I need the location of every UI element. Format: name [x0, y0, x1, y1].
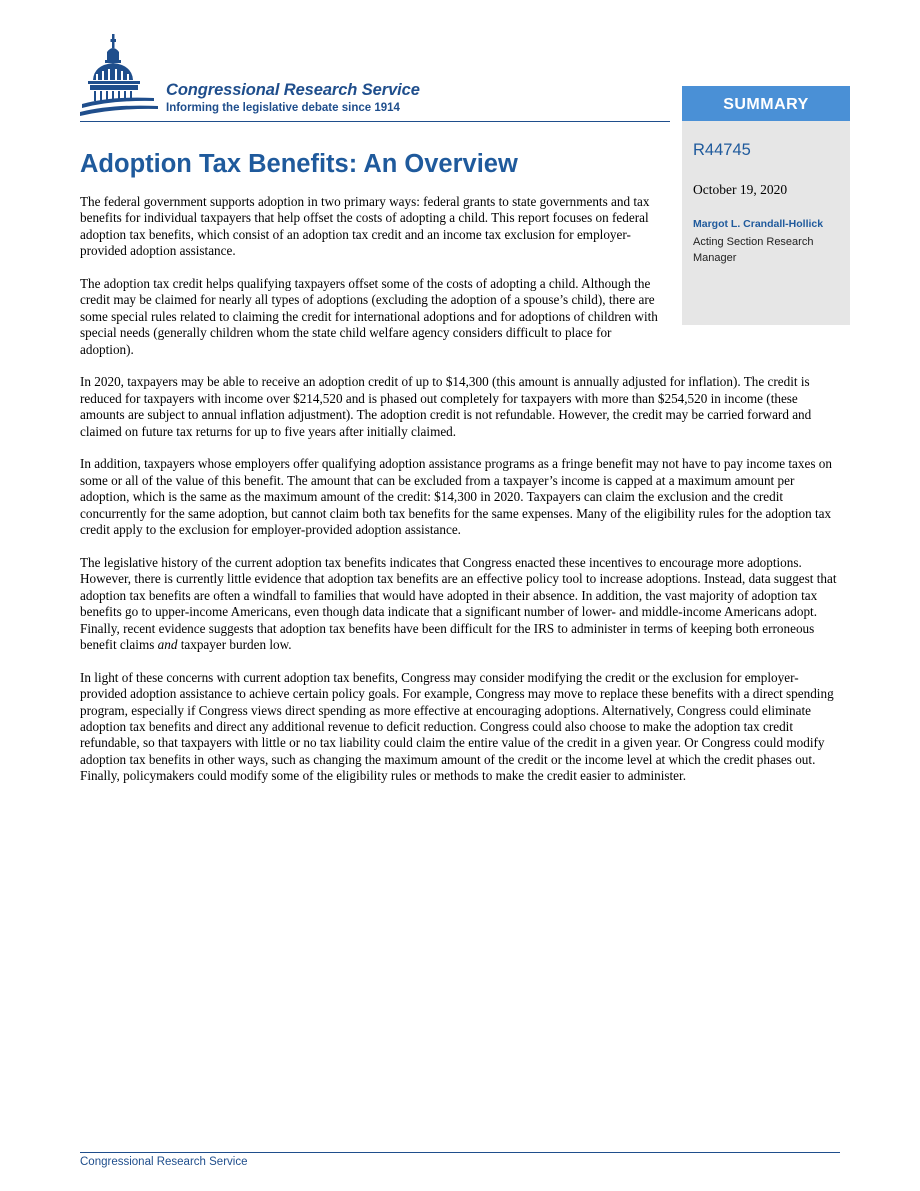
author-title: Acting Section Research Manager [693, 236, 814, 264]
paragraph-policy-options: In light of these concerns with current adoption tax benefits, Congress may consider modifying the credit or the exclusion for employer-provided adoption assistance to achieve certain policy goals. For example, Congress may move to replace these benefits with a direct spending program, especially if Congress views direct spending as more effective at encouraging adoptions. Alternatively, Congress could eliminate adoption tax benefits and direct any additional revenue to deficit reduction. Congress could also choose to make the adoption tax credit refundable, so that taxpayers with little or no tax liability could claim the entire value of the credit in a given year. Or Congress could modify adoption tax benefits in other ways, such as changing the maximum amount of the credit or the income level at which the credit phases out. Finally, policymakers could modify some of the eligibility rules or methods to make the credit easier to administer. [80, 669, 834, 784]
org-name: Congressional Research Service [166, 81, 420, 99]
author-name: Margot L. Crandall-Hollick [693, 218, 824, 230]
paragraph-text: taxpayer burden low. [177, 636, 292, 652]
org-tagline: Informing the legislative debate since 1914 [166, 102, 400, 114]
paragraph-credit-amounts: In 2020, taxpayers may be able to receive an adoption credit of up to $14,300 (this amount is annually adjusted for inflation). The credit is reduced for taxpayers with income over $214,520 and is phased out completely for taxpayers with more than $254,520 in income (these amounts are subject to annual inflation adjustment). The adoption credit is not refundable. However, the credit may be carried forward and claimed on future tax returns for up to five years after initially claimed. [80, 374, 812, 439]
paragraph-legislative-history [80, 555, 840, 653]
paragraph-adoption-credit: The adoption tax credit helps qualifying taxpayers offset some of the costs of adopting a child. Although the credit may be claimed for nearly all types of adoptions (excluding the adoption of a spouse’s child), there are some special rules related to claiming the credit for international adoptions and for adoptions of children with special needs (generally children whom the state child welfare agency considers difficult to place for adoption). [80, 276, 658, 357]
sidebar-spacer [668, 194, 840, 331]
footer-divider [80, 1152, 840, 1153]
crs-header [80, 30, 670, 125]
page-title: Adoption Tax Benefits: An Overview [80, 150, 518, 178]
summary-body [80, 194, 840, 801]
paragraph-funding-overview: The federal government supports adoption in two primary ways: federal grants to state governments and tax benefits for individual taxpayers that help offset the costs of adopting a child. This report focuses on federal adoption tax benefits, which consist of an adoption tax credit and an income tax exclusion for employer-provided adoption assistance. [80, 194, 650, 259]
emphasis-text: and [157, 636, 178, 652]
report-date: October 19, 2020 [693, 182, 788, 197]
header-divider [80, 121, 670, 122]
footer-org-name: Congressional Research Service [80, 1156, 248, 1168]
paragraph-text: The legislative history of the current adoption tax benefits indicates that Congress enacted these incentives to encourage more adoptions. However, there is currently little evidence that adoption tax benefits are an effective policy tool to increase adoptions. Instead, data suggest that adoption tax benefits are often a windfall to families that would have adopted in their absence. In addition, the vast majority of adoption tax benefits go to upper-income Americans, even though data indicate that a significant number of lower- and middle-income Americans adopt. Finally, recent evidence suggests that adoption tax benefits have been difficult for the IRS to administer in terms of keeping both erroneous benefit claims [80, 554, 837, 652]
paragraph-employer-exclusion: In addition, taxpayers whose employers offer qualifying adoption assistance programs as a fringe benefit may not have to pay income taxes on some or all of the value of this benefit. The amount that can be excluded from a taxpayer’s income is capped at a maximum amount per adoption, which is the same as the maximum amount of the credit: $14,300 in 2020. Taxpayers can claim the exclusion and the credit concurrently for the same adoption, but cannot claim both tax benefits for the same expenses. Many of the eligibility rules for the adoption tax credit apply to the exclusion for employer-provided adoption assistance. [80, 456, 832, 538]
capitol-dome-icon [80, 34, 160, 124]
summary-label: SUMMARY [682, 86, 850, 121]
report-number: R44745 [693, 141, 751, 159]
